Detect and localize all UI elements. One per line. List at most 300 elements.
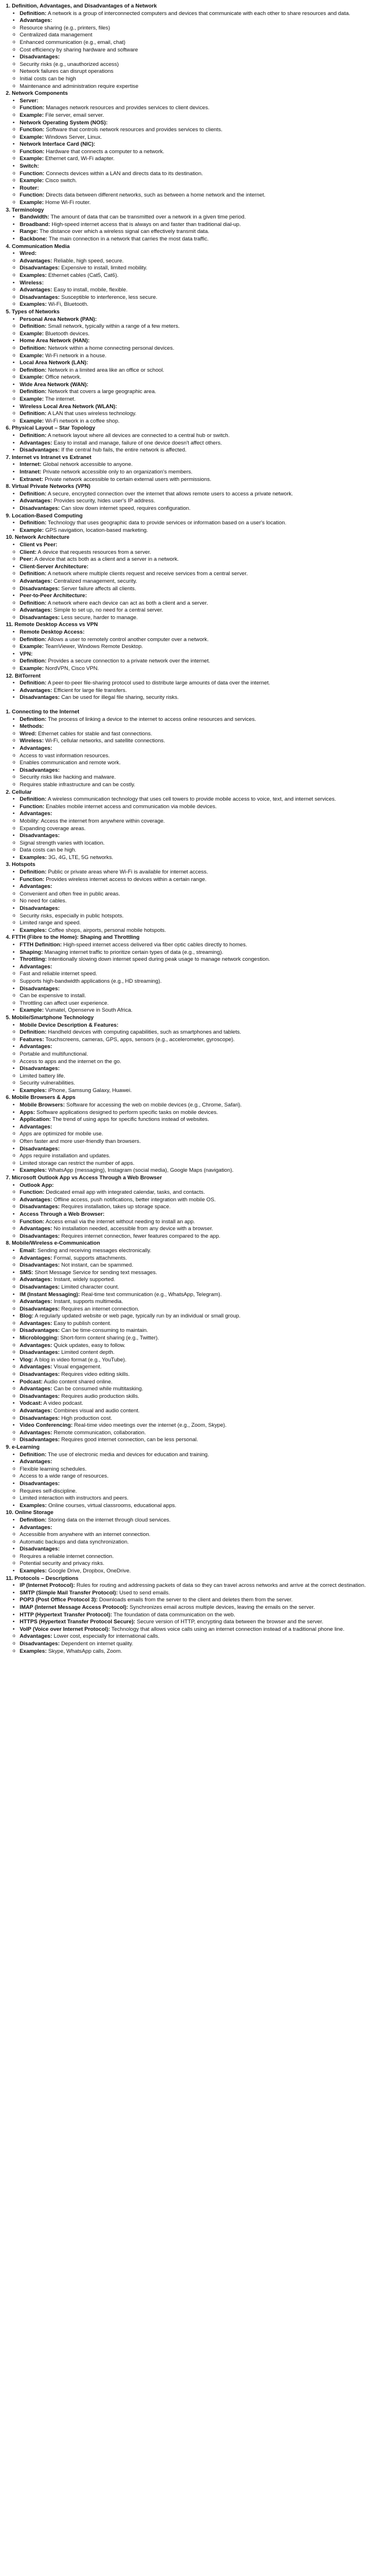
- item-label: Wireless Local Area Network (WLAN):: [20, 402, 117, 409]
- item-label: Example:: [20, 330, 44, 336]
- section-heading: 9. e-Learning: [6, 1443, 40, 1450]
- list-item: [6, 235, 372, 243]
- item-text: Can slow down internet speed, requires configuration.: [61, 504, 191, 511]
- item-text: No need for cables.: [20, 897, 67, 904]
- item-text: Limited battery life.: [20, 1072, 65, 1079]
- nested-list-wrapper: [6, 1385, 372, 1400]
- list-item: [6, 1356, 372, 1364]
- list-item: [6, 75, 372, 83]
- item-label: Wireless:: [20, 279, 44, 286]
- item-label: Vlog:: [20, 1356, 34, 1363]
- section: [6, 1014, 372, 1094]
- bullet-list-level-2: [6, 148, 372, 162]
- list-item: [6, 46, 372, 54]
- list-item: [6, 388, 372, 395]
- list-item: [6, 1269, 372, 1276]
- list-item: [6, 1618, 372, 1626]
- section: [6, 512, 372, 534]
- nested-list-wrapper: [6, 730, 372, 745]
- item-text: The foundation of data communication on the web.: [113, 1611, 235, 1618]
- section: [6, 1174, 372, 1239]
- item-label: IMAP (Internet Message Access Protocol):: [20, 1604, 128, 1611]
- item-label: Examples:: [20, 1501, 47, 1508]
- bullet-list-level-2: [6, 61, 372, 90]
- item-text: Efficient for large file transfers.: [53, 686, 127, 693]
- item-text: TeamViewer, Windows Remote Desktop.: [45, 643, 143, 650]
- item-label: Disadvantages:: [20, 1327, 60, 1334]
- item-label: Switch:: [20, 162, 39, 169]
- item-text: Formal, supports attachments.: [53, 1254, 127, 1261]
- item-label: Wired:: [20, 250, 37, 257]
- item-label: Advantages:: [20, 963, 53, 969]
- bullet-list-level-2: [6, 24, 372, 53]
- list-item: [6, 177, 372, 184]
- bullet-list-level-2: [6, 1254, 372, 1269]
- nested-list-wrapper: [6, 1130, 372, 1145]
- item-label: POP3 (Post Office Protocol 3):: [20, 1596, 98, 1603]
- item-text: Requires self-discipline.: [20, 1487, 77, 1494]
- bullet-list-level-1: [6, 461, 372, 483]
- item-text: Network failures can disrupt operations: [20, 68, 114, 75]
- item-text: A network where each device can act as both a client and a server.: [47, 599, 208, 606]
- item-text: Synchronizes email across multiple devices, leaving the emails on the server.: [130, 1604, 315, 1611]
- item-label: Wired:: [20, 730, 37, 736]
- list-item: [6, 1589, 372, 1597]
- list-item: [6, 781, 372, 789]
- item-text: Bluetooth devices.: [45, 330, 90, 336]
- list-item: [6, 1072, 372, 1080]
- item-label: Vodcast:: [20, 1400, 42, 1407]
- bullet-list-level-2: [6, 170, 372, 184]
- bullet-list-level-1: [6, 519, 372, 534]
- list-item: [6, 446, 372, 454]
- item-text: Remote communication, collaboration.: [53, 1428, 146, 1435]
- list-item: [6, 112, 372, 119]
- bullet-list-level-2: [6, 1385, 372, 1400]
- item-label: Disadvantages:: [20, 1145, 60, 1152]
- list-item: [6, 817, 372, 825]
- section-heading: 3. Hotspots: [6, 861, 36, 868]
- item-label: SMS:: [20, 1268, 34, 1275]
- item-label: Advantages:: [20, 1196, 53, 1202]
- bullet-list-level-2: [6, 549, 372, 563]
- list-item: [6, 490, 372, 498]
- list-item: [6, 1640, 372, 1648]
- item-text: Maintenance and administration require expertise: [20, 82, 139, 89]
- nested-list-wrapper: [6, 549, 372, 563]
- item-text: Sending and receiving messages electronically.: [37, 1246, 151, 1253]
- list-item: [6, 417, 372, 425]
- item-text: Public or private areas where Wi-Fi is available for internet access.: [47, 868, 208, 875]
- item-label: Advantages:: [20, 1458, 53, 1465]
- list-item: [6, 1567, 372, 1575]
- item-label: Example:: [20, 665, 44, 672]
- item-text: Apps are optimized for mobile use.: [20, 1130, 104, 1137]
- item-label: Definition:: [20, 599, 47, 606]
- item-label: Example:: [20, 111, 44, 118]
- section: [6, 483, 372, 512]
- item-label: Advantages:: [20, 1385, 53, 1392]
- item-label: Advantages:: [20, 606, 53, 613]
- item-label: Definition:: [20, 795, 47, 802]
- bullet-list-level-1: [6, 679, 372, 701]
- list-item: [6, 723, 372, 730]
- list-item: [6, 1560, 372, 1567]
- item-text: Requires stable infrastructure and can be costly.: [20, 780, 135, 787]
- item-text: Centralized data management: [20, 31, 93, 38]
- item-label: Example:: [20, 155, 44, 162]
- item-label: Advantages:: [20, 497, 53, 504]
- bullet-list-level-2: [6, 1487, 372, 1502]
- item-text: Expanding coverage areas.: [20, 824, 86, 831]
- item-label: VPN:: [20, 650, 33, 657]
- item-label: Advantages:: [20, 1225, 53, 1232]
- list-item: [6, 1291, 372, 1298]
- item-label: Function:: [20, 147, 45, 154]
- list-item: [6, 730, 372, 738]
- item-label: Example:: [20, 133, 44, 140]
- bullet-list-level-2: [6, 1298, 372, 1312]
- list-item: [6, 1604, 372, 1611]
- item-text: Server failure affects all clients.: [61, 584, 136, 591]
- nested-list-wrapper: [6, 1429, 372, 1444]
- item-label: IP (Internet Protocol):: [20, 1582, 75, 1589]
- nested-list-wrapper: [6, 1633, 372, 1655]
- list-item: [6, 905, 372, 912]
- bullet-list-level-2: [6, 191, 372, 206]
- item-text: Skype, WhatsApp calls, Zoom.: [48, 1647, 123, 1654]
- list-item: [6, 716, 372, 723]
- item-label: Broadband:: [20, 220, 50, 227]
- bullet-list-level-2: [6, 912, 372, 927]
- nested-list-wrapper: [6, 345, 372, 359]
- bullet-list-level-2: [6, 1342, 372, 1356]
- nested-list-wrapper: [6, 1553, 372, 1567]
- list-item: [6, 803, 372, 810]
- item-text: Google Drive, Dropbox, OneDrive.: [48, 1567, 131, 1574]
- item-label: Definition:: [20, 1028, 47, 1035]
- item-label: Internet:: [20, 461, 42, 468]
- item-text: GPS navigation, location-based marketing.: [45, 526, 149, 533]
- item-label: Outlook App:: [20, 1181, 54, 1188]
- list-item: [6, 61, 372, 68]
- list-item: [6, 337, 372, 345]
- nested-list-wrapper: [6, 773, 372, 788]
- item-text: Combines visual and audio content.: [53, 1407, 140, 1413]
- nested-list-wrapper: [6, 1465, 372, 1480]
- section-heading: 9. Location-Based Computing: [6, 512, 83, 519]
- list-item: [6, 1487, 372, 1495]
- item-text: Office network.: [45, 373, 82, 380]
- item-text: Real-time video meetings over the internet (e.g., Zoom, Skype).: [74, 1422, 227, 1428]
- item-label: Examples:: [20, 853, 47, 860]
- item-text: NordVPN, Cisco VPN.: [45, 665, 99, 672]
- list-item: [6, 527, 372, 534]
- bullet-list-level-1: [6, 432, 372, 454]
- bullet-list-level-2: [6, 1407, 372, 1422]
- item-label: HTTPS (Hypertext Transfer Protocol Secure):: [20, 1618, 136, 1625]
- bullet-list-level-1: [6, 628, 372, 672]
- list-item: [6, 643, 372, 650]
- item-text: Dependent on internet quality.: [61, 1640, 134, 1646]
- item-text: Software applications designed to perform specific tasks on mobile devices.: [36, 1108, 218, 1115]
- item-label: Definition:: [20, 715, 47, 722]
- bullet-list-level-2: [6, 1130, 372, 1145]
- list-item: [6, 810, 372, 817]
- list-item: [6, 1342, 372, 1349]
- item-label: FTTH Definition:: [20, 941, 62, 948]
- item-text: Technology that allows voice calls using an internet connection instead of a traditional phone line.: [111, 1625, 345, 1632]
- item-label: Function:: [20, 1189, 45, 1196]
- item-text: Instant, widely supported.: [53, 1276, 116, 1283]
- item-label: Advantages:: [20, 439, 53, 446]
- item-text: The amount of data that can be transmitted over a network in a given time period.: [50, 213, 246, 220]
- bullet-list-level-2: [6, 410, 372, 424]
- item-label: Disadvantages:: [20, 905, 60, 912]
- item-text: Intentionally slowing down internet speed during peak usage to manage network congestion.: [48, 956, 271, 963]
- list-item: [6, 1472, 372, 1480]
- bullet-list-level-1: [6, 213, 372, 242]
- item-label: Function:: [20, 104, 45, 111]
- section: [6, 2, 372, 90]
- item-label: Definition:: [20, 323, 47, 330]
- item-text: High-speed internet access delivered via fiber optic cables directly to homes.: [63, 941, 247, 948]
- item-text: Requires a reliable internet connection.: [20, 1552, 114, 1559]
- item-text: Coffee shops, airports, personal mobile hotspots.: [48, 926, 167, 933]
- item-label: Disadvantages:: [20, 1371, 60, 1378]
- list-item: [6, 10, 372, 17]
- item-text: Security risks, especially in public hotspots.: [20, 912, 124, 919]
- list-item: [6, 1312, 372, 1320]
- list-item: [6, 752, 372, 760]
- item-label: Disadvantages:: [20, 584, 60, 591]
- item-text: Hardware that connects a computer to a network.: [46, 147, 165, 154]
- item-text: Ethernet cables (Cat5, Cat6).: [48, 271, 119, 278]
- bullet-list-level-2: [6, 599, 372, 621]
- item-label: Client vs Peer:: [20, 541, 58, 547]
- item-text: File server, email server.: [45, 111, 104, 118]
- item-label: Advantages:: [20, 577, 53, 584]
- item-text: Manages network resources and provides services to client devices.: [46, 104, 210, 111]
- item-label: Definition:: [20, 570, 47, 577]
- section-heading: 12. BitTorrent: [6, 672, 41, 679]
- list-item: [6, 628, 372, 636]
- bullet-list-level-2: [6, 1276, 372, 1290]
- item-label: Video Conferencing:: [20, 1422, 73, 1428]
- item-label: Access Through a Web Browser:: [20, 1210, 105, 1217]
- list-item: [6, 410, 372, 417]
- item-text: Flexible learning schedules.: [20, 1465, 87, 1472]
- nested-list-wrapper: [6, 286, 372, 308]
- list-item: [6, 1458, 372, 1465]
- list-item: [6, 1451, 372, 1459]
- bullet-list-level-1: [6, 1101, 372, 1174]
- item-text: Real-time text communication (e.g., WhatsApp, Telegram).: [81, 1290, 222, 1297]
- nested-list-wrapper: [6, 912, 372, 927]
- list-item: [6, 854, 372, 861]
- section-heading: 6. Mobile Browsers & Apps: [6, 1094, 76, 1101]
- item-text: Limited storage can restrict the number of apps.: [20, 1159, 135, 1166]
- section-heading: 10. Network Architecture: [6, 534, 70, 541]
- bullet-list-level-1: [6, 795, 372, 861]
- list-item: [6, 541, 372, 549]
- section: [6, 308, 372, 425]
- item-text: iPhone, Samsung Galaxy, Huawei.: [48, 1086, 132, 1093]
- list-item: [6, 1611, 372, 1619]
- item-text: Ethernet cables for stable and fast connections.: [38, 730, 153, 736]
- section-heading: 2. Cellular: [6, 788, 32, 795]
- nested-list-wrapper: [6, 817, 372, 832]
- section: [6, 672, 372, 701]
- bullet-list-level-2: [6, 1320, 372, 1334]
- section-heading: 7. Internet vs Intranet vs Extranet: [6, 453, 91, 460]
- list-item: [6, 1233, 372, 1240]
- item-label: Disadvantages:: [20, 1414, 60, 1421]
- section: [6, 708, 372, 789]
- list-item: [6, 395, 372, 403]
- bullet-list-level-2: [6, 970, 372, 984]
- list-item: [6, 286, 372, 294]
- bullet-list-level-2: [6, 636, 372, 650]
- list-item: [6, 890, 372, 898]
- item-text: Not instant, can be spammed.: [61, 1261, 134, 1268]
- item-text: Software that controls network resources and provides services to clients.: [46, 126, 223, 133]
- item-label: Advantages:: [20, 1523, 53, 1530]
- item-label: Advantages:: [20, 1363, 53, 1370]
- list-item: [6, 323, 372, 330]
- nested-list-wrapper: [6, 970, 372, 984]
- nested-list-wrapper: [6, 1028, 372, 1043]
- nested-list-wrapper: [6, 1152, 372, 1167]
- item-text: Cisco switch.: [45, 177, 77, 184]
- item-label: Examples:: [20, 1647, 47, 1654]
- list-item: [6, 257, 372, 265]
- item-text: Directs data between different networks, such as between a home network and the internet.: [46, 191, 266, 198]
- nested-list-wrapper: [6, 636, 372, 650]
- bullet-list-level-2: [6, 992, 372, 1006]
- list-item: [6, 403, 372, 410]
- list-item: [6, 1429, 372, 1437]
- item-text: Software for accessing the web on mobile devices (e.g., Chrome, Safari).: [66, 1101, 242, 1108]
- item-text: Mobility: Access the internet from anywhere within coverage.: [20, 817, 165, 824]
- item-label: Advantages:: [20, 286, 53, 293]
- item-text: The distance over which a wireless signal can effectively transmit data.: [39, 228, 209, 235]
- list-item: [6, 1021, 372, 1029]
- list-item: [6, 927, 372, 934]
- list-item: [6, 795, 372, 803]
- list-item: [6, 1152, 372, 1160]
- list-item: [6, 883, 372, 890]
- nested-list-wrapper: [6, 752, 372, 767]
- list-item: [6, 432, 372, 439]
- item-label: Throttling:: [20, 956, 47, 963]
- list-item: [6, 191, 372, 199]
- list-item: [6, 134, 372, 141]
- item-label: Definition:: [20, 344, 47, 351]
- nested-list-wrapper: [6, 170, 372, 184]
- item-text: If the central hub fails, the entire network is affected.: [61, 446, 187, 453]
- list-item: [6, 1225, 372, 1233]
- item-text: Can be used for illegal file sharing, security risks.: [61, 694, 179, 701]
- list-item: [6, 665, 372, 672]
- item-text: Security risks like hacking and malware.: [20, 773, 116, 780]
- list-item: [6, 1349, 372, 1356]
- list-item: [6, 83, 372, 90]
- section: [6, 424, 372, 453]
- item-label: Definition:: [20, 490, 47, 497]
- item-text: Provides security, hides user's IP address.: [53, 497, 156, 504]
- list-item: [6, 31, 372, 39]
- item-label: Disadvantages:: [20, 1436, 60, 1443]
- section-heading: 4. Communication Media: [6, 242, 70, 249]
- list-item: [6, 1633, 372, 1640]
- nested-list-wrapper: [6, 599, 372, 621]
- item-text: A LAN that uses wireless technology.: [47, 410, 137, 417]
- bullet-list-level-2: [6, 1531, 372, 1545]
- bullet-list-level-2: [6, 570, 372, 592]
- item-text: A network layout where all devices are connected to a central hub or switch.: [47, 432, 230, 439]
- list-item: [6, 1203, 372, 1211]
- list-item: [6, 1006, 372, 1014]
- list-item: [6, 1553, 372, 1560]
- item-text: Network within a home connecting personal devices.: [47, 344, 175, 351]
- section-heading: 3. Terminology: [6, 206, 44, 213]
- bullet-list-level-2: [6, 1152, 372, 1167]
- item-label: Advantages:: [20, 810, 53, 817]
- section: [6, 1094, 372, 1174]
- list-item: [6, 1058, 372, 1065]
- item-label: Advantages:: [20, 1428, 53, 1435]
- item-label: Bandwidth:: [20, 213, 50, 220]
- list-item: [6, 687, 372, 694]
- item-label: Disadvantages:: [20, 446, 60, 453]
- item-label: Remote Desktop Access:: [20, 628, 85, 635]
- list-item: [6, 1283, 372, 1291]
- item-text: Easy to publish content.: [53, 1319, 112, 1326]
- list-item: [6, 985, 372, 993]
- list-item: [6, 912, 372, 920]
- list-item: [6, 1211, 372, 1218]
- list-item: [6, 148, 372, 156]
- list-item: [6, 497, 372, 505]
- list-item: [6, 461, 372, 468]
- list-item: [6, 170, 372, 177]
- bullet-list-level-2: [6, 773, 372, 788]
- item-text: Security risks (e.g., unauthorized access): [20, 60, 119, 67]
- item-text: Easy to install, mobile, flexible.: [53, 286, 128, 293]
- item-label: Client:: [20, 548, 37, 555]
- list-item: [6, 221, 372, 228]
- section: [6, 534, 372, 621]
- section: [6, 934, 372, 1014]
- item-text: Network in a limited area like an office or school.: [47, 366, 164, 373]
- list-item: [6, 476, 372, 483]
- bullet-list-level-2: [6, 1050, 372, 1065]
- item-label: Examples:: [20, 1167, 47, 1174]
- item-label: Microblogging:: [20, 1334, 59, 1341]
- section-heading: 5. Types of Networks: [6, 308, 60, 314]
- item-label: Definition:: [20, 9, 47, 16]
- list-item: [6, 359, 372, 367]
- bullet-list-level-2: [6, 1465, 372, 1480]
- list-item: [6, 330, 372, 338]
- list-item: [6, 1480, 372, 1487]
- item-text: Simple to set up, no need for a central server.: [53, 606, 164, 613]
- item-label: Example:: [20, 643, 44, 650]
- item-label: Function:: [20, 126, 45, 133]
- nested-list-wrapper: [6, 410, 372, 424]
- list-item: [6, 1167, 372, 1174]
